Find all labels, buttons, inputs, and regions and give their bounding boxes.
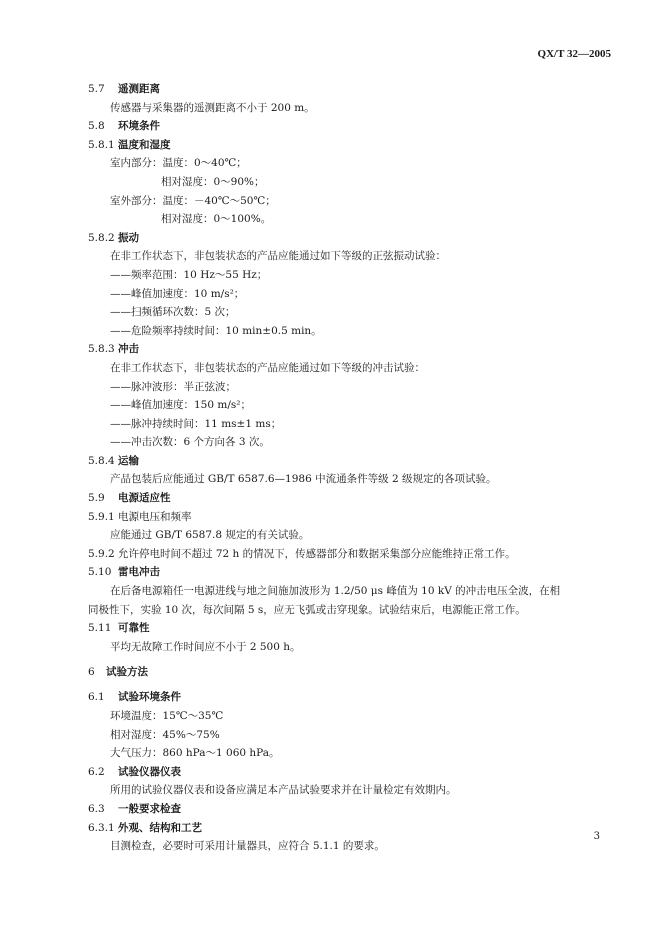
document-body <box>0 80 662 856</box>
list-item: ——冲击次数：6 个方向各 3 次。 <box>110 436 270 449</box>
section-heading: 6.1 试验环境条件 <box>88 691 181 704</box>
paragraph-text: 相对湿度：0～100%。 <box>161 213 272 226</box>
subsection-heading: 5.9.1 电源电压和频率 <box>88 510 192 523</box>
paragraph-text: 相对湿度：45%～75% <box>110 728 220 741</box>
paragraph-text: 产品包装后应能通过 GB/T 6587.6—1986 中流通条件等级 2 级规定的各项试验。 <box>110 473 497 486</box>
paragraph-text: 室内部分：温度：0～40℃； <box>110 157 247 170</box>
page-number: 3 <box>593 831 600 842</box>
section-heading: 5.11 可靠性 <box>88 622 150 635</box>
section-heading: 5.9 电源适应性 <box>88 492 171 505</box>
paragraph-text: 大气压力：860 hPa～1 060 hPa。 <box>110 747 280 760</box>
subsection-heading: 5.9.2 允许停电时间不超过 72 h 的情况下，传感器部分和数据采集部分应能维持正常工作。 <box>88 547 516 560</box>
list-item: ——脉冲波形：半正弦波； <box>110 380 236 393</box>
section-heading: 5.10 雷电冲击 <box>88 566 160 579</box>
list-item: ——峰值加速度：150 m/s²； <box>110 399 251 412</box>
list-item: ——扫频循环次数：5 次； <box>110 306 236 319</box>
paragraph-text: 同极性下，实验 10 次，每次间隔 5 s，应无飞弧或击穿现象。试验结束后，电源能正常工作。 <box>88 603 526 616</box>
section-heading: 5.7 遥测距离 <box>88 83 160 95</box>
section-heading: 6.3 一般要求检查 <box>88 802 181 815</box>
paragraph-text: 应能通过 GB/T 6587.8 规定的有关试验。 <box>110 529 310 542</box>
paragraph-text: 传感器与采集器的遥测距离不小于 200 m。 <box>110 101 315 114</box>
subsection-heading: 5.8.1 温度和湿度 <box>88 138 171 151</box>
paragraph-text: 在非工作状态下，非包装状态的产品应能通过如下等级的正弦振动试验： <box>110 250 446 263</box>
paragraph-text: 在非工作状态下，非包装状态的产品应能通过如下等级的冲击试验： <box>110 361 425 374</box>
standard-code: QX/T 32—2005 <box>537 48 611 60</box>
subsection-heading: 6.3.1 外观、结构和工艺 <box>88 821 202 834</box>
list-item: ——危险频率持续时间：10 min±0.5 min。 <box>110 324 322 337</box>
subsection-heading: 5.8.4 运输 <box>88 454 139 467</box>
subsection-heading: 5.8.3 冲击 <box>88 343 139 356</box>
list-item: ——峰值加速度：10 m/s²； <box>110 287 245 300</box>
paragraph-text: 所用的试验仪器仪表和设备应满足本产品试验要求并在计量检定有效期内。 <box>110 784 457 797</box>
list-item: ——脉冲持续时间：11 ms±1 ms； <box>110 417 282 430</box>
list-item: ——频率范围：10 Hz～55 Hz； <box>110 268 268 281</box>
paragraph-text: 目测检查，必要时可采用计量器具，应符合 5.1.1 的要求。 <box>110 840 385 853</box>
section-heading: 6.2 试验仪器仪表 <box>88 765 181 778</box>
chapter-heading: 6 试验方法 <box>88 666 148 679</box>
paragraph-text: 环境温度：15℃～35℃ <box>110 710 224 722</box>
paragraph-text: 室外部分：温度：－40℃～50℃； <box>110 194 276 207</box>
paragraph-text: 平均无故障工作时间应不小于 2 500 h。 <box>110 640 301 653</box>
paragraph-text: 相对湿度：0～90%； <box>161 175 265 188</box>
section-heading: 5.8 环境条件 <box>88 120 160 133</box>
subsection-heading: 5.8.2 振动 <box>88 231 139 244</box>
paragraph-text: 在后备电源箱任一电源进线与地之间施加波形为 1.2/50 μs 峰值为 10 kV 的冲击电压全波，在相 <box>110 585 561 598</box>
